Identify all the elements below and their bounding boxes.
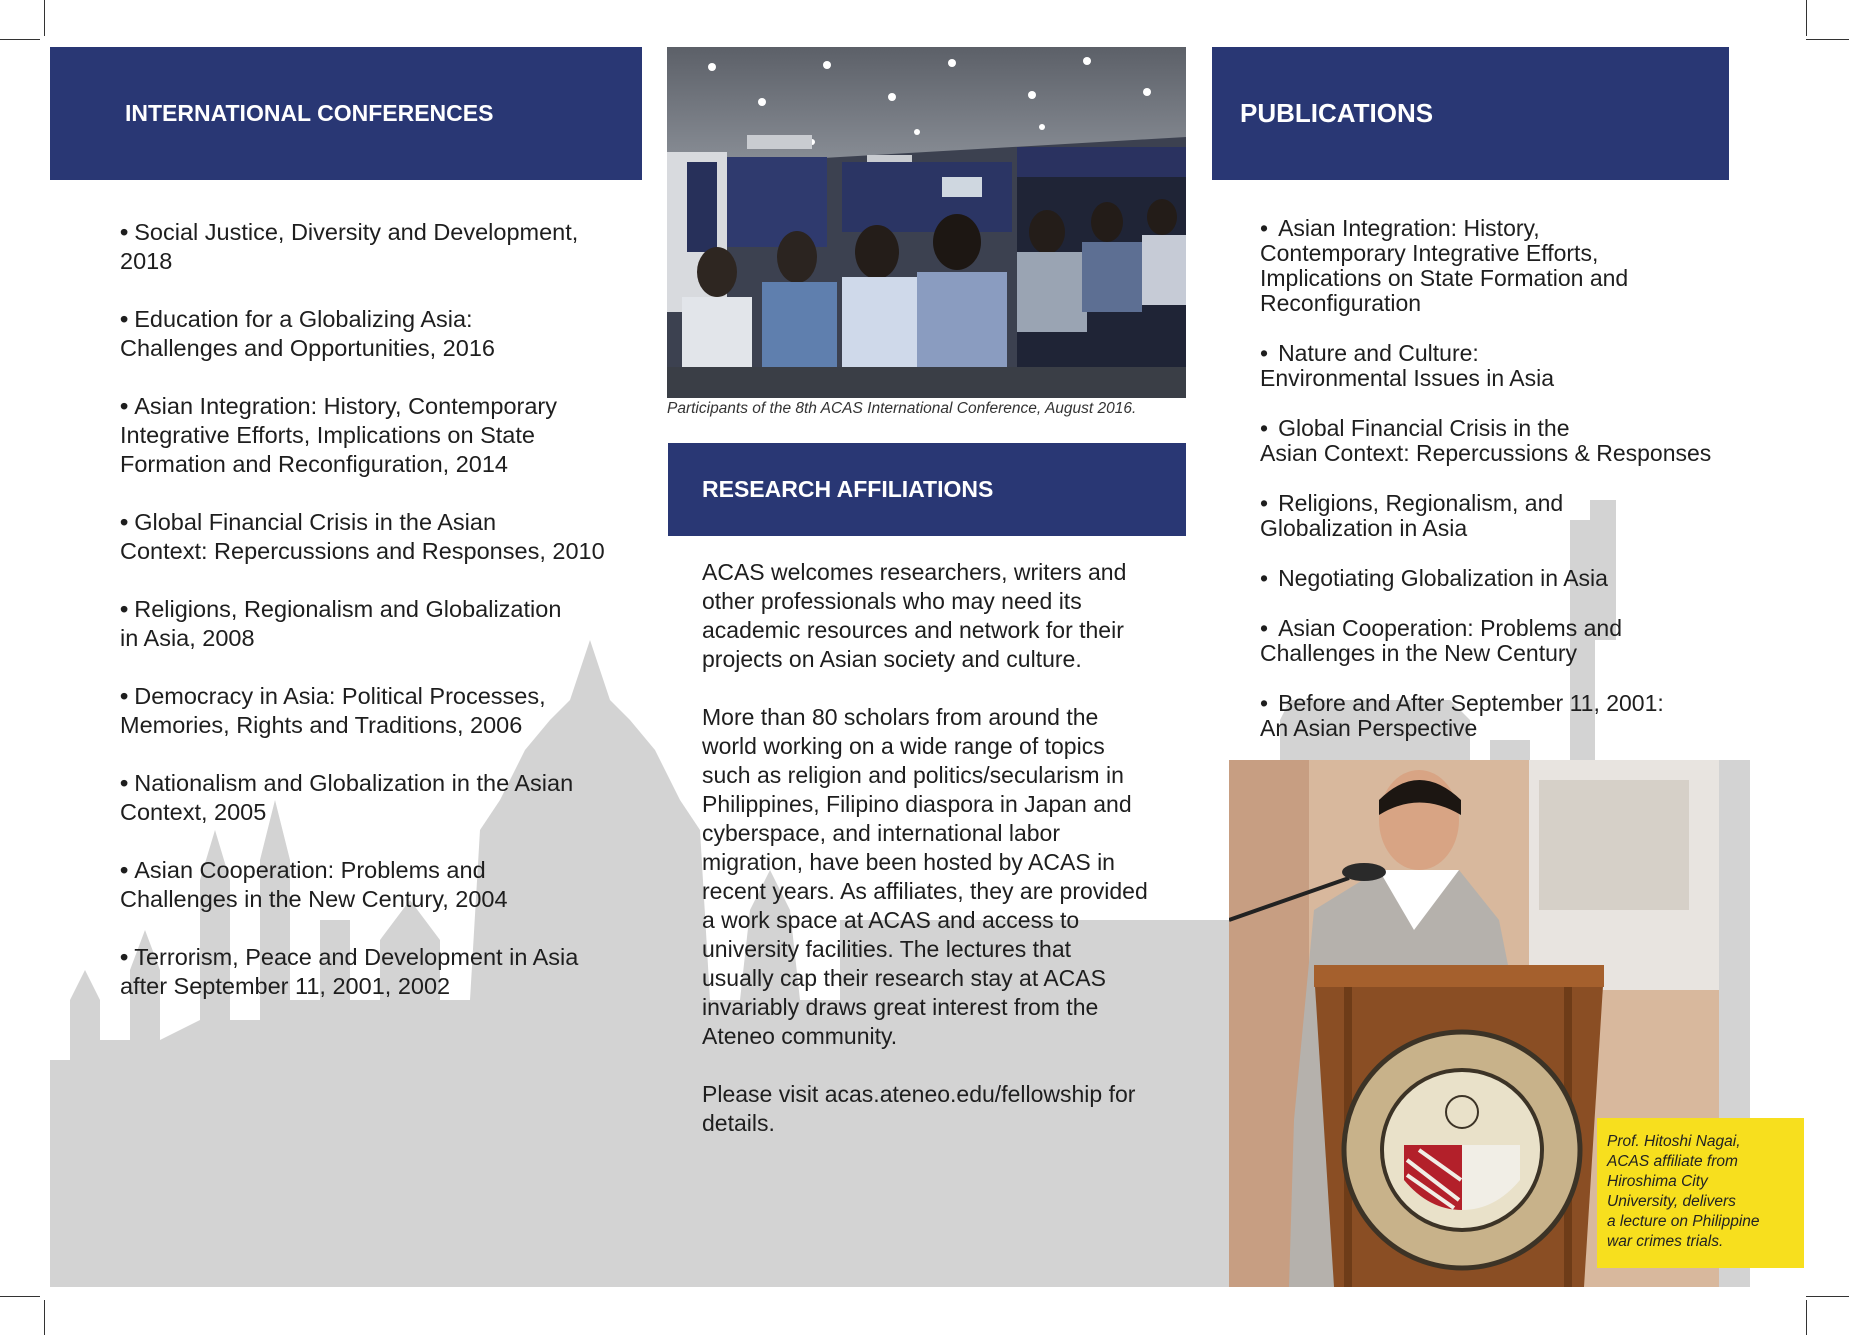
list-item: • Asian Cooperation: Problems and Challenges in the New Century xyxy=(1260,615,1622,666)
bullet-icon: • xyxy=(1260,690,1269,716)
research-body xyxy=(702,558,1172,1167)
research-heading: RESEARCH AFFILIATIONS xyxy=(702,476,994,502)
publications-heading: PUBLICATIONS xyxy=(1240,98,1434,128)
list-item: • Religions, Regionalism and Globalization in Asia, 2008 xyxy=(120,596,562,651)
list-item: • Democracy in Asia: Political Processes, Memories, Rights and Traditions, 2006 xyxy=(120,683,546,738)
list-item: • Social Justice, Diversity and Development, 2018 xyxy=(120,219,579,274)
bullet-icon: • xyxy=(120,219,129,245)
crop-mark xyxy=(1806,39,1849,40)
conference-audience-photo xyxy=(667,47,1186,398)
conferences-heading-band xyxy=(50,47,642,180)
list-item: • Asian Integration: History, Contemporary Integrative Efforts, Implications on State Formation and Reconfiguration, 2014 xyxy=(120,393,557,477)
crop-mark xyxy=(0,39,40,40)
bullet-icon: • xyxy=(120,509,129,535)
audience-photo-caption: Participants of the 8th ACAS International Conference, August 2016. xyxy=(667,400,1137,417)
bullet-icon: • xyxy=(120,393,129,419)
bullet-icon: • xyxy=(1260,215,1269,241)
conferences-list xyxy=(120,218,620,1030)
publications-list xyxy=(1260,216,1730,766)
list-item: • Education for a Globalizing Asia: Challenges and Opportunities, 2016 xyxy=(120,306,495,361)
conferences-heading: INTERNATIONAL CONFERENCES xyxy=(125,100,494,126)
list-item: • Global Financial Crisis in the Asian Context: Repercussions and Responses, 2010 xyxy=(120,509,605,564)
bullet-icon: • xyxy=(120,770,129,796)
bullet-icon: • xyxy=(1260,615,1269,641)
research-heading-band xyxy=(668,443,1186,536)
list-item: • Nationalism and Globalization in the Asian Context, 2005 xyxy=(120,770,574,825)
list-item: • Terrorism, Peace and Development in Asia after September 11, 2001, 2002 xyxy=(120,944,579,999)
list-item: • Negotiating Globalization in Asia xyxy=(1260,565,1608,591)
list-item: • Asian Cooperation: Problems and Challenges in the New Century, 2004 xyxy=(120,857,508,912)
list-item: • Asian Integration: History, Contemporary Integrative Efforts, Implications on State Formation and Reconfiguration xyxy=(1260,215,1629,316)
crop-mark xyxy=(0,1296,40,1297)
research-paragraph: More than 80 scholars from around the world working on a wide range of topics such as religion and politics/secularism in Philippines, Filipino diaspora in Japan and cyberspace, and international labor migration, have been hosted by ACAS in recent years. As affiliates, they are provided a work space at ACAS and access to university facilities. The lectures that usually cap their research stay at ACAS invariably draws great interest from the Ateneo community. xyxy=(702,704,1148,1049)
bullet-icon: • xyxy=(120,857,129,883)
crop-mark xyxy=(1806,0,1807,36)
bullet-icon: • xyxy=(120,944,129,970)
crop-mark xyxy=(1806,1300,1807,1335)
bullet-icon: • xyxy=(1260,565,1269,591)
bullet-icon: • xyxy=(120,683,129,709)
crop-mark xyxy=(44,1300,45,1335)
list-item: • Global Financial Crisis in the Asian Context: Repercussions & Responses xyxy=(1260,415,1712,466)
crop-mark xyxy=(1806,1296,1849,1297)
bullet-icon: • xyxy=(1260,490,1269,516)
lecturer-photo-caption: Prof. Hitoshi Nagai, ACAS affiliate from Hiroshima City University, delivers a lecture on Philippine war crimes trials. xyxy=(1607,1133,1760,1250)
research-paragraph: ACAS welcomes researchers, writers and other professionals who may need its academic resources and network for their projects on Asian society and culture. xyxy=(702,559,1127,672)
research-paragraph: Please visit acas.ateneo.edu/fellowship for details. xyxy=(702,1081,1136,1136)
list-item: • Religions, Regionalism, and Globalization in Asia xyxy=(1260,490,1564,541)
bullet-icon: • xyxy=(120,306,129,332)
crop-mark xyxy=(44,0,45,36)
bullet-icon: • xyxy=(120,596,129,622)
bullet-icon: • xyxy=(1260,415,1269,441)
list-item: • Before and After September 11, 2001: An Asian Perspective xyxy=(1260,690,1664,741)
ateneo-seal-icon xyxy=(1344,1032,1580,1268)
publications-heading-band xyxy=(1212,47,1729,180)
bullet-icon: • xyxy=(1260,340,1269,366)
lecturer-photo-caption-box xyxy=(1597,1118,1804,1268)
list-item: • Nature and Culture: Environmental Issues in Asia xyxy=(1260,340,1555,391)
